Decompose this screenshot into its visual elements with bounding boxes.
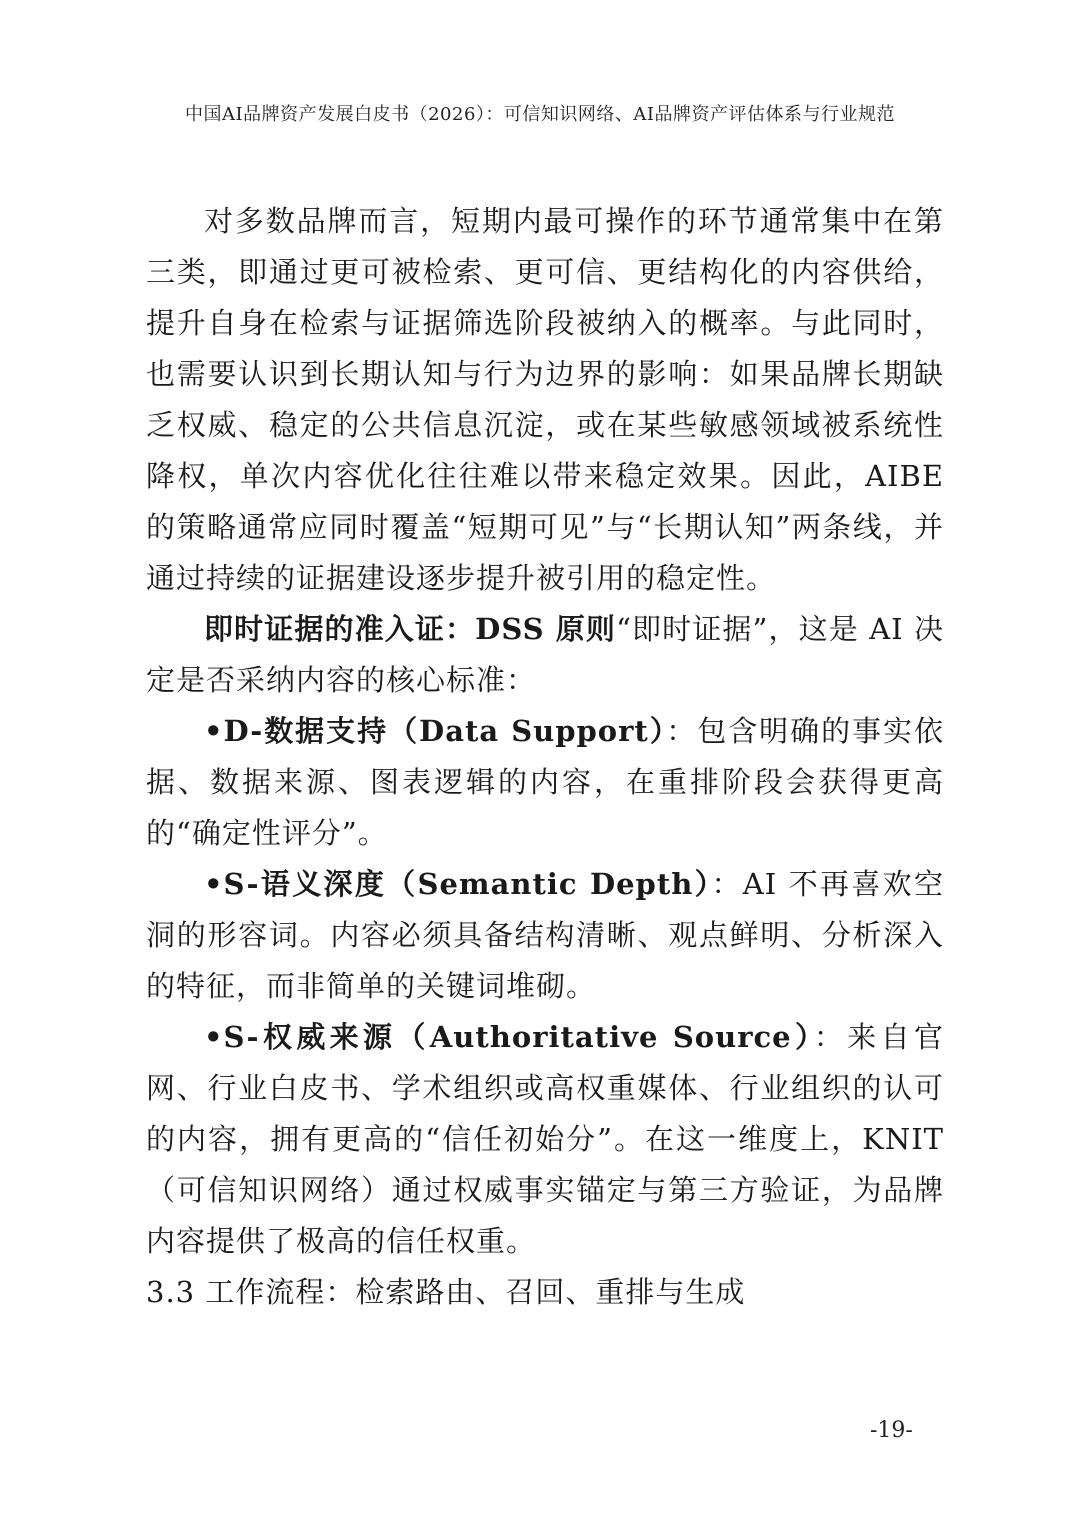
section-heading: 3.3 工作流程：检索路由、召回、重排与生成 — [146, 1275, 746, 1309]
page-number: -19- — [870, 1418, 913, 1443]
bullet-authoritative-source-title: •S-权威来源（Authoritative Source） — [204, 1020, 814, 1054]
bullet-authoritative-source-text: ：来自官网、行业白皮书、学术组织或高权重媒体、行业组织的认可的内容，拥有更高的“信任初始分”。在这一维度上，KNIT（可信知识网络）通过权威事实锚定与第三方验证，为品牌内容提供了极高的信任权重。 — [146, 1020, 944, 1258]
bullet-semantic-depth-text: ：AI 不再喜欢空洞的形容词。内容必须具备结构清晰、观点鲜明、分析深入的特征，而非简单的关键词堆砌。 — [146, 867, 944, 1003]
running-header: 中国AI品牌资产发展白皮书（2026）：可信知识网络、AI品牌资产评估体系与行业规范 — [184, 104, 896, 125]
body-text — [146, 196, 944, 1318]
bullet-authoritative-source — [146, 1012, 944, 1267]
bullet-semantic-depth — [146, 859, 944, 1012]
dss-principle-title: 即时证据的准入证：DSS 原则 — [204, 612, 617, 646]
bullet-data-support — [146, 706, 944, 859]
bullet-data-support-text: ：包含明确的事实依据、数据来源、图表逻辑的内容，在重排阶段会获得更高的“确定性评分”。 — [146, 714, 944, 850]
bullet-semantic-depth-title: •S-语义深度（Semantic Depth） — [204, 867, 712, 901]
paragraph-dss-intro — [146, 604, 944, 706]
bullet-data-support-title: •D-数据支持（Data Support） — [204, 714, 667, 748]
dss-principle-text: “即时证据”，这是 AI 决定是否采纳内容的核心标准： — [146, 612, 944, 697]
paragraph-aibe-strategy: 对多数品牌而言，短期内最可操作的环节通常集中在第三类，即通过更可被检索、更可信、更结构化的内容供给，提升自身在检索与证据筛选阶段被纳入的概率。与此同时，也需要认识到长期认知与行为边界的影响：如果品牌长期缺乏权威、稳定的公共信息沉淀，或在某些敏感领域被系统性降权，单次内容优化往往难以带来稳定效果。因此，AIBE 的策略通常应同时覆盖“短期可见”与“长期认知”两条线，并通过持续的证据建设逐步提升被引用的稳定性。 — [146, 204, 944, 595]
